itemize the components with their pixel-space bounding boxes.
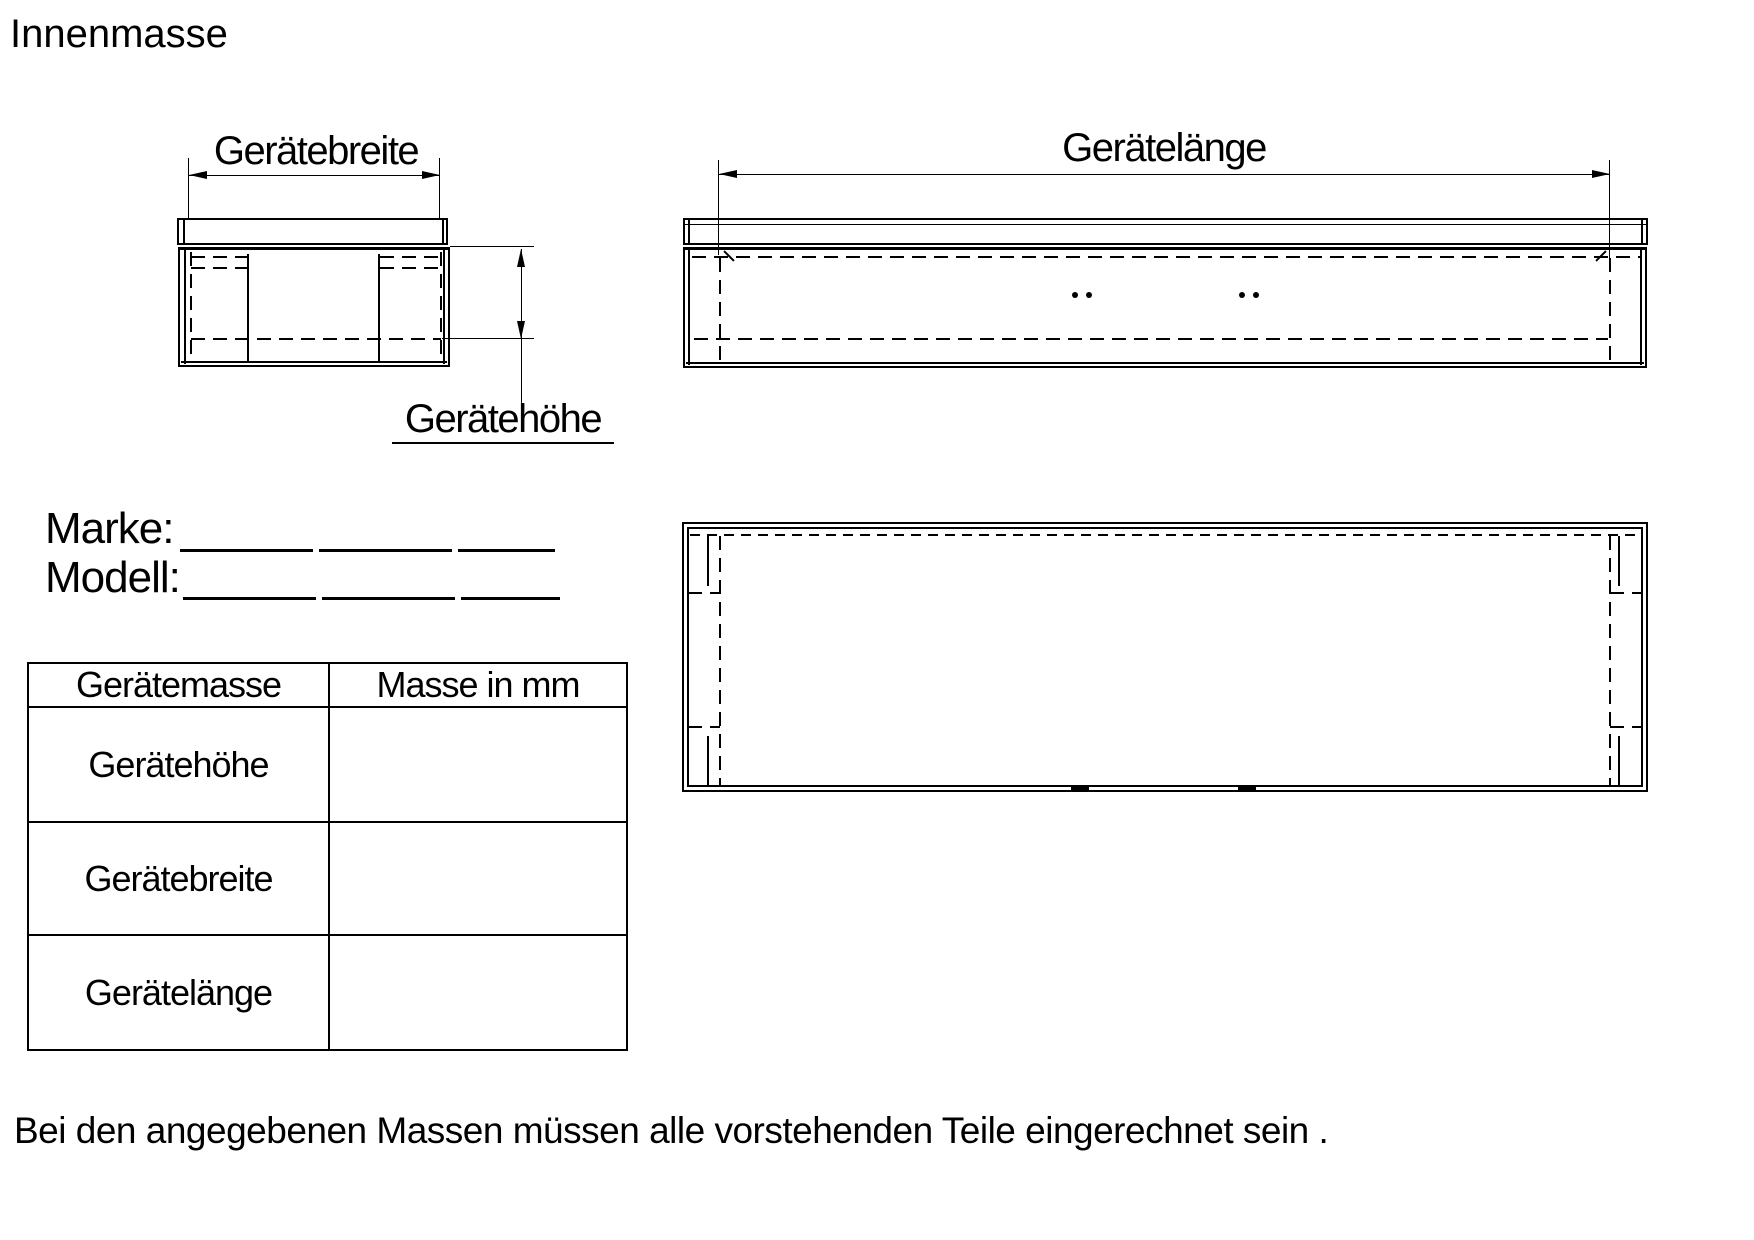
model-label: Modell: bbox=[45, 553, 180, 602]
top-view-inner-outline bbox=[687, 527, 1643, 787]
brand-input-line[interactable] bbox=[180, 549, 555, 552]
top-left-pocket-stub-upper bbox=[688, 592, 720, 594]
side-hidden-line-top bbox=[692, 256, 1640, 258]
front-left-pocket-wall bbox=[247, 254, 249, 362]
side-hidden-wall-left bbox=[719, 258, 721, 362]
side-hidden-line-bottom bbox=[694, 338, 1608, 340]
front-width-dimension-label: Gerätebreite bbox=[213, 129, 419, 173]
side-body-inner-bottom-line bbox=[686, 362, 1644, 364]
brand-label: Marke: bbox=[45, 504, 174, 553]
top-left-pocket-wall-upper bbox=[707, 536, 709, 586]
front-right-pocket-hidden-bottom bbox=[380, 267, 440, 269]
front-left-pocket-hidden-bottom bbox=[191, 267, 248, 269]
top-right-pocket-wall-lower bbox=[1618, 736, 1620, 786]
top-screw-mark-1 bbox=[1071, 786, 1089, 790]
side-length-dimension-label: Gerätelänge bbox=[1062, 126, 1266, 170]
dimensions-table bbox=[27, 662, 628, 1051]
width-arrowhead-left bbox=[189, 171, 207, 179]
height-arrowhead-up bbox=[517, 249, 525, 267]
screw-dot-2 bbox=[1086, 292, 1092, 298]
front-hidden-line-right bbox=[440, 252, 442, 360]
length-arrowhead-right bbox=[1592, 170, 1610, 178]
row-label-geraetebreite: Gerätebreite bbox=[28, 822, 329, 935]
length-arrowhead-left bbox=[719, 170, 737, 178]
width-arrowhead-right bbox=[422, 171, 440, 179]
side-faceplate-inner-line-right bbox=[1641, 220, 1643, 243]
length-dimension-line bbox=[719, 174, 1610, 175]
top-hidden-wall-left bbox=[719, 536, 721, 786]
front-body-inner-wall-right bbox=[443, 250, 445, 364]
front-height-dimension-label: Gerätehöhe bbox=[392, 399, 614, 444]
front-left-pocket-hidden-top bbox=[191, 256, 248, 258]
row-value-geraetelaenge[interactable] bbox=[329, 935, 627, 1050]
table-header-row bbox=[28, 663, 627, 707]
side-faceplate-outline bbox=[683, 218, 1648, 245]
front-body-inner-wall-left bbox=[184, 250, 186, 364]
row-value-geraetehoehe[interactable] bbox=[329, 707, 627, 822]
width-extension-line-right bbox=[439, 158, 440, 218]
front-body-outline bbox=[178, 247, 450, 367]
side-hidden-wall-right bbox=[1609, 258, 1611, 362]
top-right-pocket-wall-upper bbox=[1618, 536, 1620, 586]
width-extension-line-left bbox=[188, 158, 189, 218]
row-value-geraetebreite[interactable] bbox=[329, 822, 627, 935]
row-label-geraetelaenge: Gerätelänge bbox=[28, 935, 329, 1050]
side-body-outline bbox=[683, 247, 1647, 368]
side-faceplate-inner-line bbox=[685, 224, 1646, 225]
side-faceplate-inner-line-left bbox=[688, 220, 690, 243]
front-faceplate-inner-line-left bbox=[183, 220, 185, 243]
top-hidden-wall-right bbox=[1609, 536, 1611, 786]
row-label-geraetehoehe: Gerätehöhe bbox=[28, 707, 329, 822]
screw-dot-3 bbox=[1239, 292, 1245, 298]
table-row bbox=[28, 822, 627, 935]
side-body-inner-wall-right bbox=[1640, 250, 1642, 365]
top-right-pocket-stub-upper bbox=[1610, 592, 1642, 594]
page-title: Innenmasse bbox=[10, 12, 228, 56]
screw-dot-1 bbox=[1072, 292, 1078, 298]
table-row bbox=[28, 707, 627, 822]
model-input-line[interactable] bbox=[183, 597, 560, 600]
front-faceplate-outline bbox=[177, 218, 448, 245]
top-hidden-line-top bbox=[690, 534, 1642, 536]
top-right-pocket-stub-lower bbox=[1610, 726, 1642, 728]
table-header-geraetemasse: Gerätemasse bbox=[28, 663, 329, 707]
front-body-inner-bottom-line bbox=[181, 361, 447, 363]
front-faceplate-inner-line-right bbox=[442, 220, 444, 243]
screw-dot-4 bbox=[1253, 292, 1259, 298]
footnote-text: Bei den angegebenen Massen müssen alle vorstehenden Teile eingerechnet sein . bbox=[14, 1110, 1329, 1151]
height-arrowhead-down bbox=[517, 321, 525, 339]
table-header-masse-in-mm: Masse in mm bbox=[329, 663, 627, 707]
width-dimension-line bbox=[189, 175, 440, 176]
top-left-pocket-stub-lower bbox=[688, 726, 720, 728]
height-reference-line-top bbox=[450, 246, 534, 247]
top-screw-mark-2 bbox=[1238, 786, 1256, 790]
table-row bbox=[28, 935, 627, 1050]
front-right-pocket-hidden-top bbox=[380, 256, 440, 258]
front-hidden-line-bottom bbox=[191, 338, 441, 340]
side-body-inner-wall-left bbox=[688, 250, 690, 365]
front-right-pocket-wall bbox=[378, 254, 380, 362]
top-left-pocket-wall-lower bbox=[707, 736, 709, 786]
